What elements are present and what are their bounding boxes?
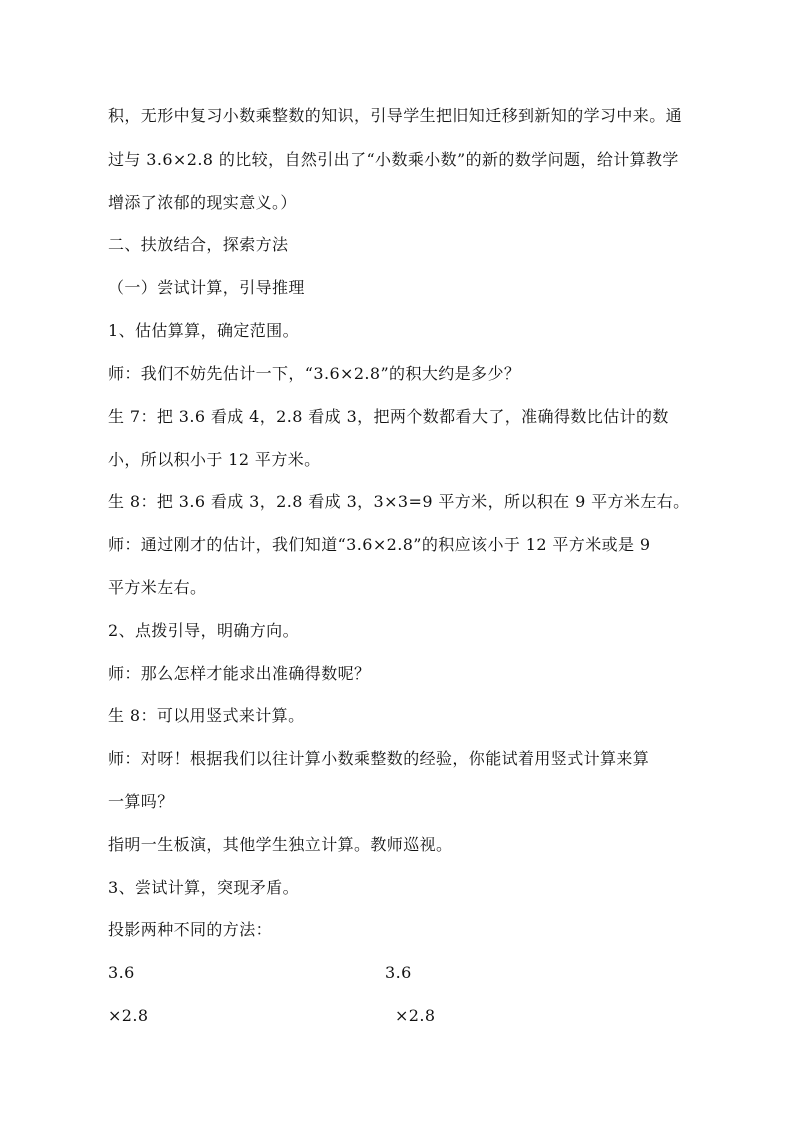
method-1-multiplier: ×2.8 — [108, 1006, 149, 1025]
step-heading: 3、尝试计算，突现矛盾。 — [108, 878, 299, 897]
dialogue-line-cont: 小，所以积小于 12 平方米。 — [108, 450, 321, 469]
dialogue-line: 生 7：把 3.6 看成 4，2.8 看成 3，把两个数都看大了，准确得数比估计的数 — [108, 407, 669, 426]
text-line: 增添了浓郁的现实意义。） — [108, 193, 297, 212]
dialogue-line: 生 8：可以用竖式来计算。 — [108, 706, 305, 725]
method-2-multiplier: ×2.8 — [395, 1006, 436, 1025]
text-line: 积，无形中复习小数乘整数的知识，引导学生把旧知迁移到新知的学习中来。通 — [108, 106, 683, 125]
text-line: 投影两种不同的方法： — [108, 920, 273, 939]
dialogue-line: 师：对呀！根据我们以往计算小数乘整数的经验，你能试着用竖式计算来算 — [108, 749, 650, 768]
dialogue-line: 师：我们不妨先估计一下，“3.6×2.8”的积大约是多少？ — [108, 364, 521, 383]
dialogue-line: 生 8：把 3.6 看成 3，2.8 看成 3，3×3=9 平方米，所以积在 9 平方米左右。 — [108, 492, 690, 511]
section-heading: 二、扶放结合，探索方法 — [108, 235, 289, 254]
method-1-multiplicand: 3.6 — [108, 963, 135, 982]
text-line: 过与 3.6×2.8 的比较，自然引出了“小数乘小数”的新的数学问题，给计算教学 — [108, 150, 679, 169]
subsection-heading: （一）尝试计算，引导推理 — [108, 278, 305, 297]
dialogue-line: 师：那么怎样才能求出准确得数呢？ — [108, 664, 371, 683]
step-heading: 1、估估算算，确定范围。 — [108, 321, 299, 340]
dialogue-line-cont: 平方米左右。 — [108, 578, 207, 597]
dialogue-line-cont: 一算吗？ — [108, 792, 174, 811]
dialogue-line: 师：通过刚才的估计，我们知道“3.6×2.8”的积应该小于 12 平方米或是 9 — [108, 535, 651, 554]
text-line: 指明一生板演，其他学生独立计算。教师巡视。 — [108, 835, 453, 854]
step-heading: 2、点拨引导，明确方向。 — [108, 621, 299, 640]
method-2-multiplicand: 3.6 — [385, 963, 412, 982]
